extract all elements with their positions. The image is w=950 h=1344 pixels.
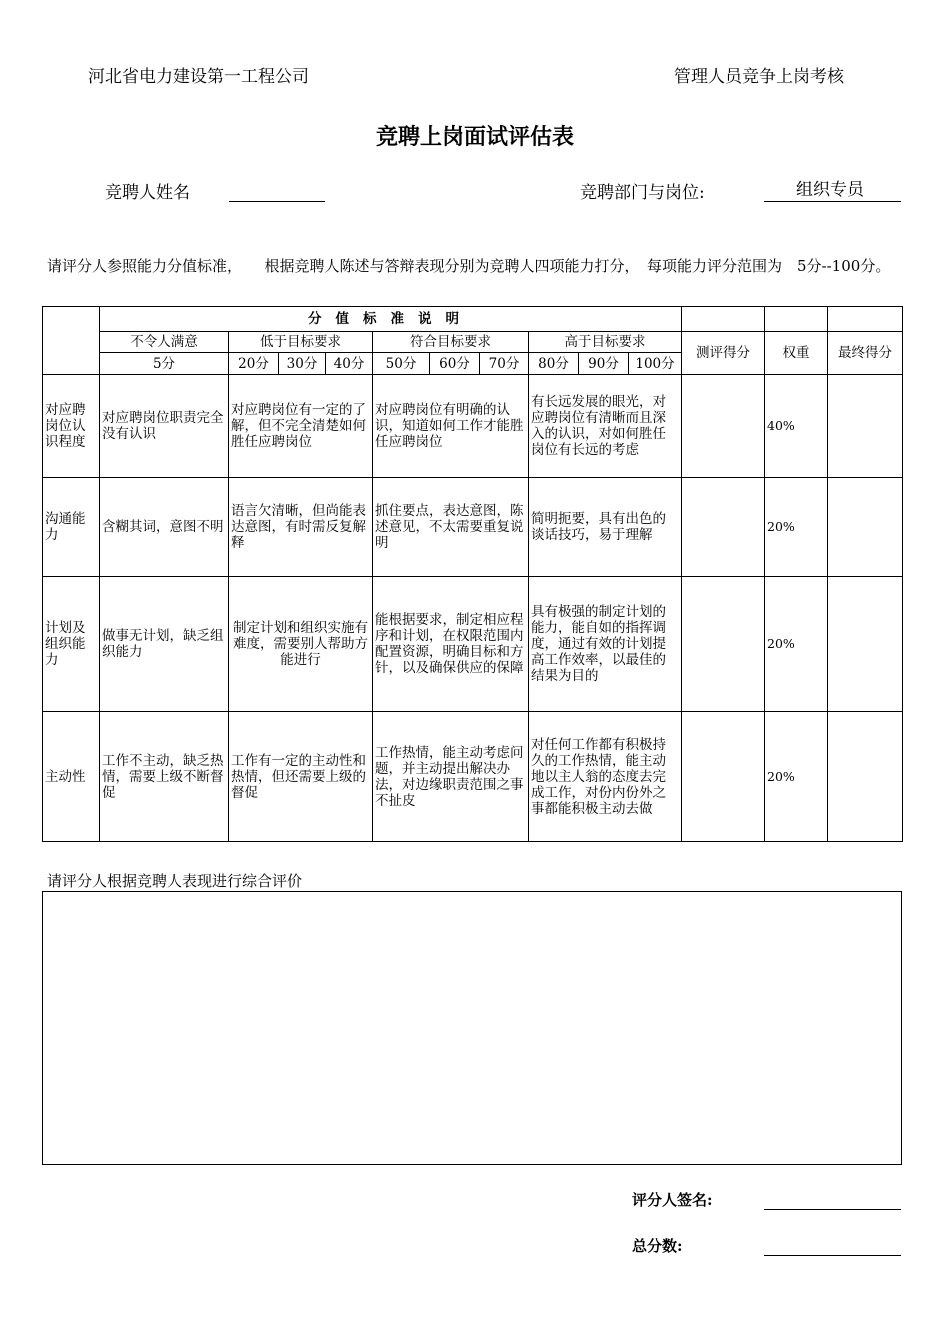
blank-header-cell [828,307,903,332]
position-label: 竞聘部门与岗位: [580,183,705,203]
score-point: 70分 [480,353,529,375]
weight-value: 20% [765,712,828,842]
score-point: 20分 [229,353,279,375]
total-score-field[interactable] [764,1255,901,1256]
weight-value: 40% [765,375,828,478]
candidate-name-label: 竞聘人姓名 [105,183,190,203]
level3-description: 抓住要点，表达意图，陈述意见，不太需要重复说明 [373,478,529,577]
evaluation-table [42,306,903,842]
score-point: 80分 [529,353,579,375]
table-row [43,712,903,842]
row-title: 沟通能力 [43,478,100,577]
level3-description: 能根据要求，制定相应程序和计划，在权限范围内配置资源，明确目标和方针，以及确保供应的保障 [373,577,529,712]
standards-header: 分值标准说明 [100,307,682,332]
blank-header-cell [682,307,765,332]
score-column-header: 测评得分 [682,332,765,375]
final-score-input[interactable] [828,712,903,842]
level4-description: 具有极强的制定计划的能力，能自如的指挥调度，通过有效的计划提高工作效率，以最佳的结果为目的 [529,577,682,712]
row-title: 对应聘岗位认识程度 [43,375,100,478]
table-row [43,478,903,577]
row-title: 主动性 [43,712,100,842]
row-title: 计划及组织能力 [43,577,100,712]
level4-description: 简明扼要，具有出色的谈话技巧，易于理解 [529,478,682,577]
score-point: 30分 [279,353,326,375]
final-column-header: 最终得分 [828,332,903,375]
level1-description: 含糊其词，意图不明 [100,478,229,577]
level1-description: 做事无计划，缺乏组织能力 [100,577,229,712]
level4-description: 有长远发展的眼光，对应聘岗位有清晰而且深入的认识，对如何胜任岗位有长远的考虑 [529,375,682,478]
table-row [43,577,903,712]
total-score-label: 总分数: [632,1237,683,1255]
candidate-name-field[interactable] [229,201,325,202]
score-point: 90分 [579,353,629,375]
signature-field[interactable] [764,1209,901,1210]
blank-header-cell [765,307,828,332]
signature-label: 评分人签名: [632,1191,713,1209]
corner-cell [43,307,100,375]
score-point: 100分 [629,353,682,375]
level2-description: 制定计划和组织实施有难度，需要别人帮助方能进行 [229,577,373,712]
instruction-text: 请评分人参照能力分值标准， 根据竞聘人陈述与答辩表现分别为竞聘人四项能力打分， 每项能力评分范围为 5分--100分。 [47,257,891,275]
final-score-input[interactable] [828,375,903,478]
score-point: 5分 [100,353,229,375]
comment-label: 请评分人根据竞聘人表现进行综合评价 [47,872,303,890]
weight-value: 20% [765,577,828,712]
level-header: 低于目标要求 [229,332,373,353]
form-subtitle: 管理人员竞争上岗考核 [674,67,844,87]
score-point: 60分 [430,353,480,375]
level-header: 高于目标要求 [529,332,682,353]
level-header: 符合目标要求 [373,332,529,353]
level2-description: 工作有一定的主动性和热情，但还需要上级的督促 [229,712,373,842]
position-value: 组织专员 [796,180,864,200]
level1-description: 对应聘岗位职责完全没有认识 [100,375,229,478]
score-point: 40分 [326,353,373,375]
level-header: 不令人满意 [100,332,229,353]
level3-description: 对应聘岗位有明确的认识，知道如何工作才能胜任应聘岗位 [373,375,529,478]
score-input[interactable] [682,478,765,577]
score-input[interactable] [682,712,765,842]
comment-box[interactable] [42,891,902,1165]
score-point: 50分 [373,353,430,375]
level2-description: 语言欠清晰，但尚能表达意图，有时需反复解释 [229,478,373,577]
level2-description: 对应聘岗位有一定的了解，但不完全清楚如何胜任应聘岗位 [229,375,373,478]
final-score-input[interactable] [828,577,903,712]
score-input[interactable] [682,577,765,712]
score-input[interactable] [682,375,765,478]
page-title: 竞聘上岗面试评估表 [375,124,574,150]
table-row [43,375,903,478]
level1-description: 工作不主动，缺乏热情，需要上级不断督促 [100,712,229,842]
level4-description: 对任何工作都有积极持久的工作热情，能主动地以主人翁的态度去完成工作，对份内份外之事都能积极主动去做 [529,712,682,842]
weight-value: 20% [765,478,828,577]
level3-description: 工作热情，能主动考虑问题，并主动提出解决办法，对边缘职责范围之事不扯皮 [373,712,529,842]
company-name: 河北省电力建设第一工程公司 [88,67,309,87]
weight-column-header: 权重 [765,332,828,375]
final-score-input[interactable] [828,478,903,577]
position-field[interactable] [764,180,901,202]
